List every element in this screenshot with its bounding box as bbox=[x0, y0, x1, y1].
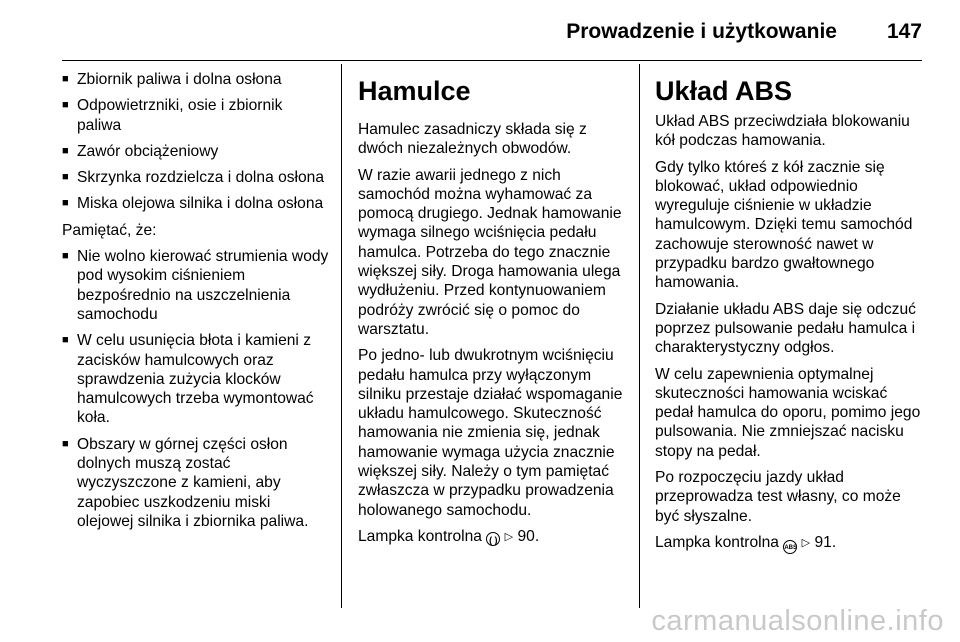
watermark: carmanualsonline.info bbox=[651, 605, 944, 637]
list-item: ■ Skrzynka rozdzielcza i dolna osłona bbox=[62, 169, 325, 187]
column-divider-2 bbox=[639, 64, 640, 608]
bullet-icon: ■ bbox=[62, 73, 69, 85]
note-intro: Pamiętać, że: bbox=[62, 221, 157, 239]
abs-warning-icon: ABS bbox=[783, 540, 797, 554]
header-divider bbox=[62, 60, 922, 61]
list-item: ■ W celu usunięcia błota i kamieni z zacisków hamulcowych oraz sprawdzenia zużycia klocków hamulcowych trzeba wymontować koła. bbox=[62, 332, 314, 427]
page-header bbox=[566, 16, 922, 48]
paragraph: Działanie układu ABS daje się odczuć poprzez pulsowanie pedału hamulca i charakterystyczny odgłos. bbox=[655, 300, 916, 357]
bullet-icon: ■ bbox=[62, 171, 69, 184]
page-number: 147 bbox=[886, 20, 922, 43]
list-item: ■ Nie wolno kierować strumienia wody pod wysokim ciśnieniem bezpośrednio na uszczelnienia samochodu bbox=[62, 248, 329, 323]
column-divider-1 bbox=[341, 64, 342, 608]
brake-warning-icon: ( ) bbox=[486, 532, 500, 546]
cross-reference: Lampka kontrolna ( ) ▷ 90. bbox=[358, 527, 540, 545]
header-title: Prowadzenie i użytkowanie bbox=[566, 20, 837, 43]
list-item: ■ Obszary w górnej części osłon dolnych muszą zostać wyczyszczone z kamieni, aby zapobiec uszkodzeniu miski olejowej silnika i zbiornika paliwa. bbox=[62, 435, 309, 530]
bullet-icon: ■ bbox=[62, 144, 69, 157]
paragraph: W razie awarii jednego z nich samochód można wyhamować za pomocą drugiego. Jednak hamowanie wymaga silnego wciśnięcia pedału hamulca. Potrzeba do tego znacznie większej siły. Droga hamowania ulega wydłużeniu. Przed kontynuowaniem podróży zwrócić się o pomoc do warsztatu. bbox=[358, 166, 622, 338]
bullet-icon: ■ bbox=[62, 99, 69, 112]
bullet-icon: ■ bbox=[62, 250, 69, 263]
arrow-right-icon: ▷ bbox=[504, 530, 514, 543]
column-2 bbox=[358, 70, 626, 554]
cross-reference: Lampka kontrolna ABS ▷ 91. bbox=[655, 533, 923, 554]
bullet-icon: ■ bbox=[62, 197, 69, 210]
paragraph: Gdy tylko któreś z kół zacznie się blokować, układ odpowiednio wyreguluje ciśnienie w układzie hamulcowym. Dzięki temu samochód zachowuje sterowność nawet w przypadku bardzo gwałtownego hamowania. bbox=[655, 158, 913, 292]
page-reference[interactable]: 90. bbox=[517, 527, 540, 545]
paragraph: Układ ABS przeciwdziała blokowaniu kół podczas hamowania. bbox=[655, 113, 910, 150]
list-item: ■ Odpowietrzniki, osie i zbiornik paliwa bbox=[62, 97, 283, 134]
arrow-right-icon: ▷ bbox=[801, 536, 811, 549]
section-heading: Układ ABS bbox=[655, 76, 793, 106]
section-heading: Hamulce bbox=[358, 76, 471, 106]
bullet-icon: ■ bbox=[62, 437, 69, 450]
list-item: ■ Zawór obciążeniowy bbox=[62, 142, 219, 160]
paragraph: Hamulec zasadniczy składa się z dwóch niezależnych obwodów. bbox=[358, 121, 587, 158]
column-3 bbox=[655, 70, 923, 561]
list-item: ■ Zbiornik paliwa i dolna osłona bbox=[62, 71, 282, 88]
bullet-icon: ■ bbox=[62, 334, 69, 347]
page-reference[interactable]: 91. bbox=[814, 533, 837, 551]
list-item: ■ Miska olejowa silnika i dolna osłona bbox=[62, 195, 324, 213]
paragraph: Po rozpoczęciu jazdy układ przeprowadza test własny, co może być słyszalne. bbox=[655, 469, 901, 525]
column-1 bbox=[62, 70, 330, 538]
paragraph: W celu zapewnienia optymalnej skuteczności hamowania wciskać pedał hamulca do oporu, pomimo jego pulsowania. Nie zmniejszać nacisku stopy na pedał. bbox=[655, 365, 921, 460]
paragraph: Po jedno- lub dwukrotnym wciśnięciu pedału hamulca przy wyłączonym silniku przestaje działać wspomaganie układu hamulcowego. Skuteczność hamowania nie zmienia się, jednak hamowanie wymaga użycia znacznie większej siły. Należy o tym pamiętać zwłaszcza w przypadku prowadzenia holowanego samochodu. bbox=[358, 347, 623, 519]
